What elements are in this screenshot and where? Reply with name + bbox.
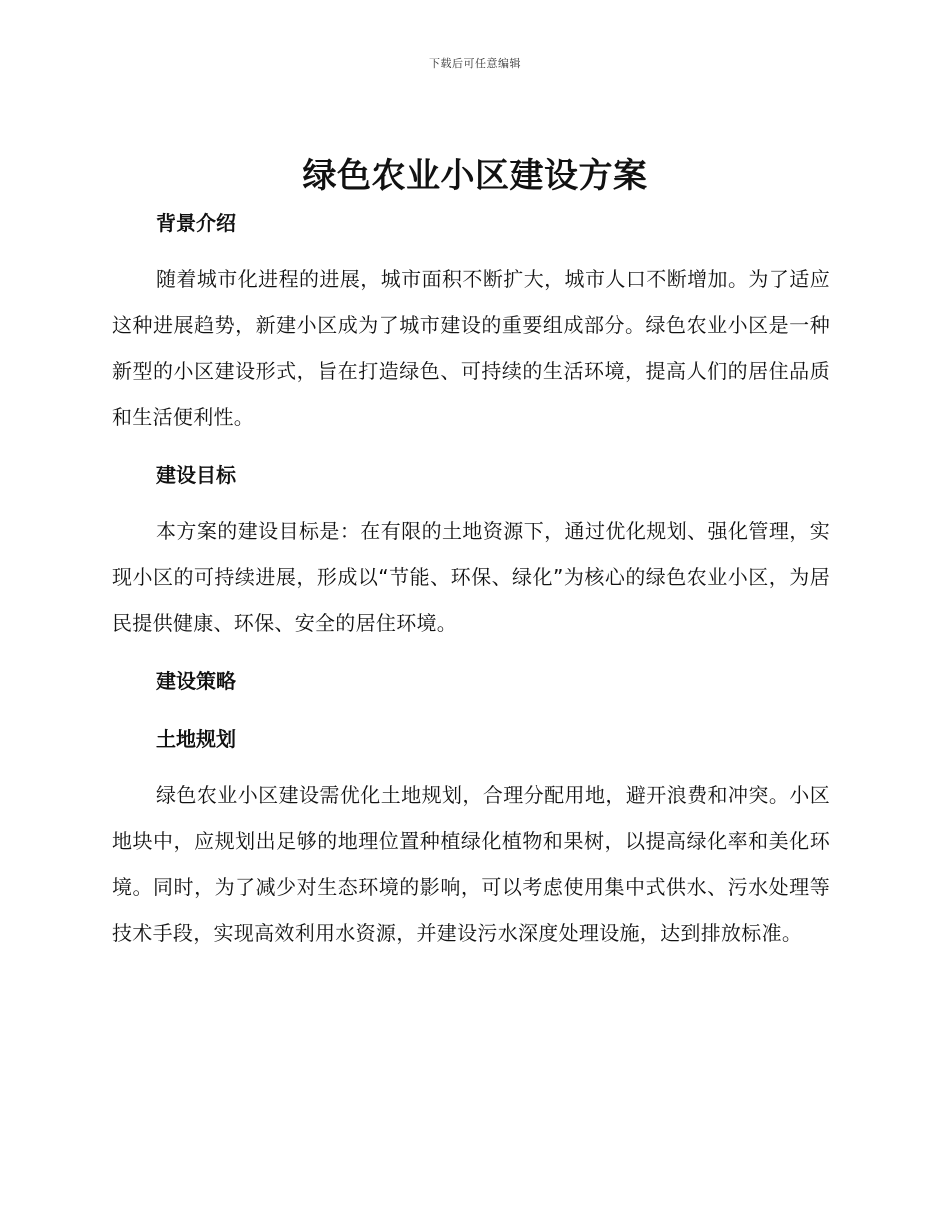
heading-land-planning: 土地规划 — [156, 727, 236, 751]
heading-strategy: 建设策略 — [156, 669, 236, 693]
heading-goal: 建设目标 — [156, 463, 236, 487]
document-body — [112, 200, 830, 956]
header-note: 下载后可任意编辑 — [429, 57, 521, 70]
paragraph-goal: 本方案的建设目标是：在有限的土地资源下，通过优化规划、强化管理，实现小区的可持续进展，形成以“节能、环保、绿化”为核心的绿色农业小区，为居民提供健康、环保、安全的居住环境。 — [112, 519, 830, 635]
paragraph-background: 随着城市化进程的进展，城市面积不断扩大，城市人口不断增加。为了适应这种进展趋势，新建小区成为了城市建设的重要组成部分。绿色农业小区是一种新型的小区建设形式，旨在打造绿色、可持续的生活环境，提高人们的居住品质和生活便利性。 — [112, 267, 830, 429]
heading-background: 背景介绍 — [156, 211, 236, 235]
document-title: 绿色农业小区建设方案 — [302, 156, 648, 196]
paragraph-land-planning: 绿色农业小区建设需优化土地规划，合理分配用地，避开浪费和冲突。小区地块中，应规划出足够的地理位置种植绿化植物和果树，以提高绿化率和美化环境。同时，为了减少对生态环境的影响，可以考虑使用集中式供水、污水处理等技术手段，实现高效利用水资源，并建设污水深度处理设施，达到排放标准。 — [112, 783, 830, 945]
